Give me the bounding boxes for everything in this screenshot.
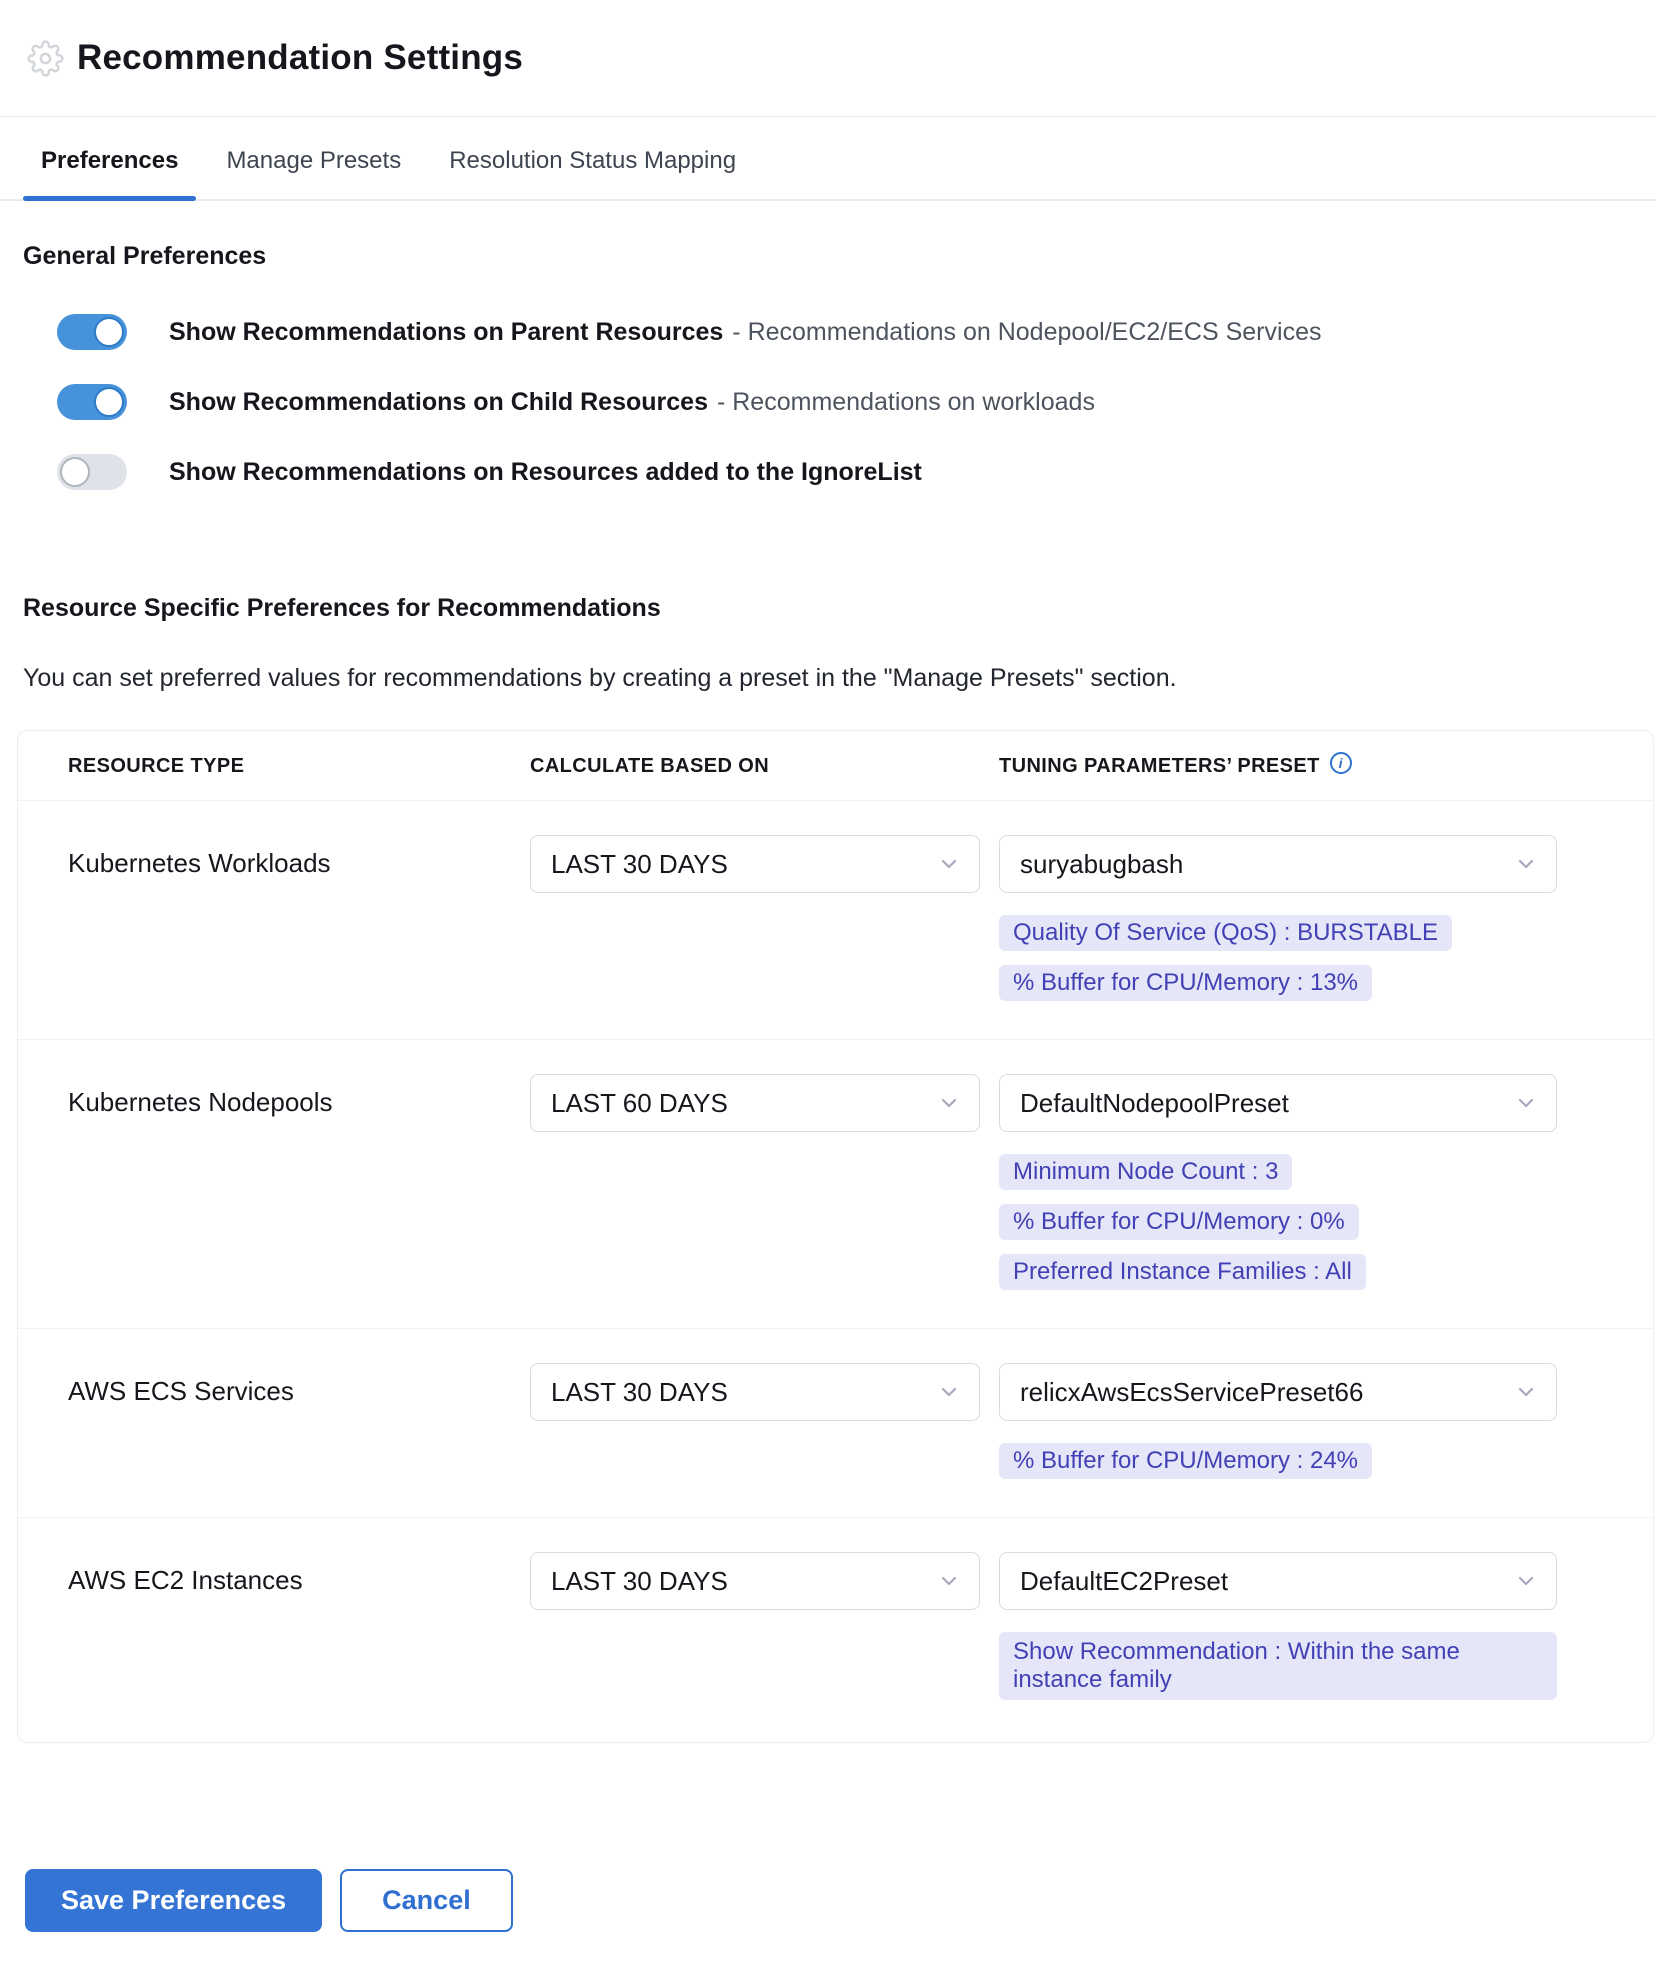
tab-resolution-status-mapping[interactable]: Resolution Status Mapping (449, 147, 737, 174)
resource-type-label: Kubernetes Nodepools (68, 1087, 333, 1117)
select-value: LAST 60 DAYS (551, 1087, 728, 1118)
select-value: LAST 30 DAYS (551, 848, 728, 879)
select-value: DefaultNodepoolPreset (1020, 1087, 1289, 1118)
child-resources-toggle[interactable] (57, 384, 127, 420)
toggle-row-child-resources (0, 367, 1656, 437)
toggle-label: Show Recommendations on Parent Resources (169, 318, 724, 346)
preset-tag: % Buffer for CPU/Memory : 13% (999, 965, 1372, 1001)
calculate-based-on-select[interactable] (530, 1552, 980, 1610)
toggle-knob (60, 457, 90, 487)
select-value: LAST 30 DAYS (551, 1376, 728, 1407)
resource-specific-description: You can set preferred values for recommendations by creating a preset in the "Manage Presets" section. (23, 664, 1177, 692)
preset-tags (999, 1154, 1613, 1290)
table-row-kubernetes-workloads (18, 801, 1653, 1040)
preset-tag: % Buffer for CPU/Memory : 24% (999, 1443, 1372, 1479)
tuning-preset-select[interactable] (999, 1552, 1557, 1610)
preset-tag: Preferred Instance Families : All (999, 1254, 1366, 1290)
general-preferences-heading: General Preferences (23, 242, 267, 270)
preset-tag: Minimum Node Count : 3 (999, 1154, 1292, 1190)
info-icon[interactable]: i (1330, 752, 1352, 774)
resource-type-label: AWS ECS Services (68, 1376, 294, 1406)
tab-preferences[interactable]: Preferences (23, 117, 196, 199)
chevron-down-icon (937, 852, 961, 876)
gear-icon (27, 40, 64, 77)
select-value: DefaultEC2Preset (1020, 1565, 1229, 1596)
chevron-down-icon (937, 1569, 961, 1593)
toggle-label: Show Recommendations on Child Resources (169, 388, 708, 416)
chevron-down-icon (1514, 1091, 1538, 1115)
table-row-kubernetes-nodepools (18, 1040, 1653, 1329)
column-tuning-preset-label: TUNING PARAMETERS’ PRESET (999, 755, 1320, 777)
table-row-aws-ecs-services (18, 1329, 1653, 1518)
chevron-down-icon (937, 1380, 961, 1404)
tuning-preset-select[interactable] (999, 1074, 1557, 1132)
cancel-button[interactable]: Cancel (340, 1869, 513, 1932)
table-row-aws-ec2-instances (18, 1518, 1653, 1742)
parent-resources-toggle[interactable] (57, 314, 127, 350)
toggle-text (169, 387, 1095, 417)
preset-tag: Quality Of Service (QoS) : BURSTABLE (999, 915, 1452, 951)
tab-bar (0, 117, 1656, 201)
table-header-row (18, 731, 1653, 801)
tuning-preset-select[interactable] (999, 835, 1557, 893)
select-value: suryabugbash (1020, 848, 1184, 879)
page-title: Recommendation Settings (77, 38, 524, 77)
toggle-row-ignorelist-resources (0, 437, 1656, 507)
toggle-knob (94, 387, 124, 417)
preset-tags (999, 915, 1613, 1001)
save-preferences-button[interactable]: Save Preferences (25, 1869, 322, 1932)
toggle-label: Show Recommendations on Resources added to the IgnoreList (169, 458, 922, 486)
tuning-preset-select[interactable] (999, 1363, 1557, 1421)
column-resource-type: RESOURCE TYPE (68, 755, 245, 777)
toggle-knob (94, 317, 124, 347)
chevron-down-icon (937, 1091, 961, 1115)
resource-preferences-table (17, 730, 1654, 1743)
preset-tags (999, 1443, 1613, 1479)
column-calculate-based-on: CALCULATE BASED ON (530, 755, 770, 777)
ignorelist-resources-toggle[interactable] (57, 454, 127, 490)
toggle-row-parent-resources (0, 297, 1656, 367)
resource-specific-section (0, 593, 1656, 1743)
tab-manage-presets[interactable]: Manage Presets (226, 147, 402, 174)
column-tuning-preset (999, 755, 1613, 778)
chevron-down-icon (1514, 1380, 1538, 1404)
resource-type-label: AWS EC2 Instances (68, 1565, 303, 1595)
calculate-based-on-select[interactable] (530, 835, 980, 893)
preset-tag: % Buffer for CPU/Memory : 0% (999, 1204, 1359, 1240)
chevron-down-icon (1514, 1569, 1538, 1593)
preset-tags (999, 1632, 1613, 1700)
toggle-text (169, 317, 1321, 347)
chevron-down-icon (1514, 852, 1538, 876)
page-header (0, 0, 1656, 117)
toggle-list (0, 297, 1656, 507)
resource-specific-heading: Resource Specific Preferences for Recommendations (23, 594, 661, 622)
preset-tag: Show Recommendation : Within the same instance family (999, 1632, 1557, 1700)
resource-type-label: Kubernetes Workloads (68, 848, 331, 878)
toggle-text (169, 457, 922, 487)
footer-actions (25, 1869, 1656, 1932)
select-value: relicxAwsEcsServicePreset66 (1020, 1376, 1364, 1407)
general-preferences-section (0, 241, 1656, 507)
toggle-description: - Recommendations on Nodepool/EC2/ECS Services (732, 318, 1322, 346)
calculate-based-on-select[interactable] (530, 1074, 980, 1132)
calculate-based-on-select[interactable] (530, 1363, 980, 1421)
select-value: LAST 30 DAYS (551, 1565, 728, 1596)
toggle-description: - Recommendations on workloads (716, 388, 1095, 416)
